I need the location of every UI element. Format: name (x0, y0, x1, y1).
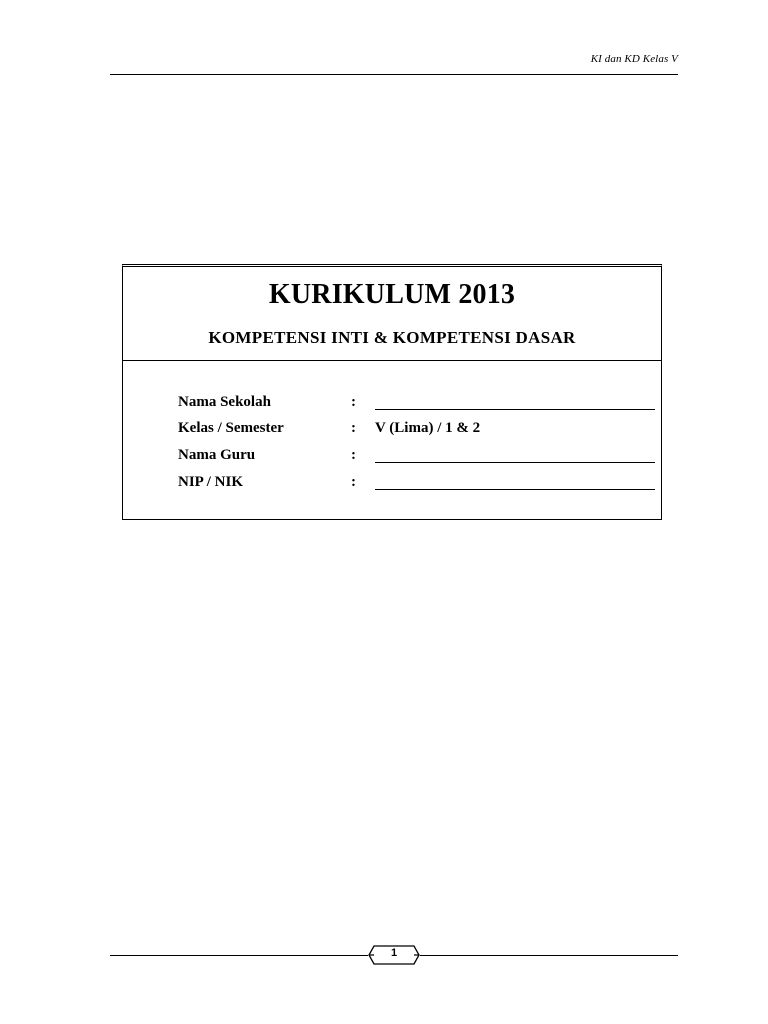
document-title: KURIKULUM 2013 (268, 279, 516, 310)
page-number: 1 (390, 947, 398, 959)
page-number-badge (368, 945, 420, 965)
field-label: Nama Guru (178, 447, 256, 463)
field-label: NIP / NIK (178, 474, 244, 490)
field-value: V (Lima) / 1 & 2 (375, 420, 481, 436)
footer-divider-left (110, 955, 368, 956)
field-separator: : (351, 474, 356, 490)
blank-fill-line (375, 489, 655, 490)
field-separator: : (351, 394, 356, 410)
field-row-class-semester (178, 420, 658, 440)
field-label: Kelas / Semester (178, 420, 284, 436)
field-row-nip-nik (178, 474, 658, 494)
field-row-teacher-name (178, 447, 658, 467)
header-divider (110, 74, 678, 75)
cover-box (122, 264, 662, 520)
field-label: Nama Sekolah (178, 394, 271, 410)
field-row-school-name (178, 394, 658, 414)
running-header: KI dan KD Kelas V (590, 53, 678, 65)
footer-divider-right (420, 955, 678, 956)
field-separator: : (351, 420, 356, 436)
field-separator: : (351, 447, 356, 463)
title-section (123, 267, 661, 361)
document-subtitle: KOMPETENSI INTI & KOMPETENSI DASAR (208, 328, 576, 347)
blank-fill-line (375, 409, 655, 410)
blank-fill-line (375, 462, 655, 463)
